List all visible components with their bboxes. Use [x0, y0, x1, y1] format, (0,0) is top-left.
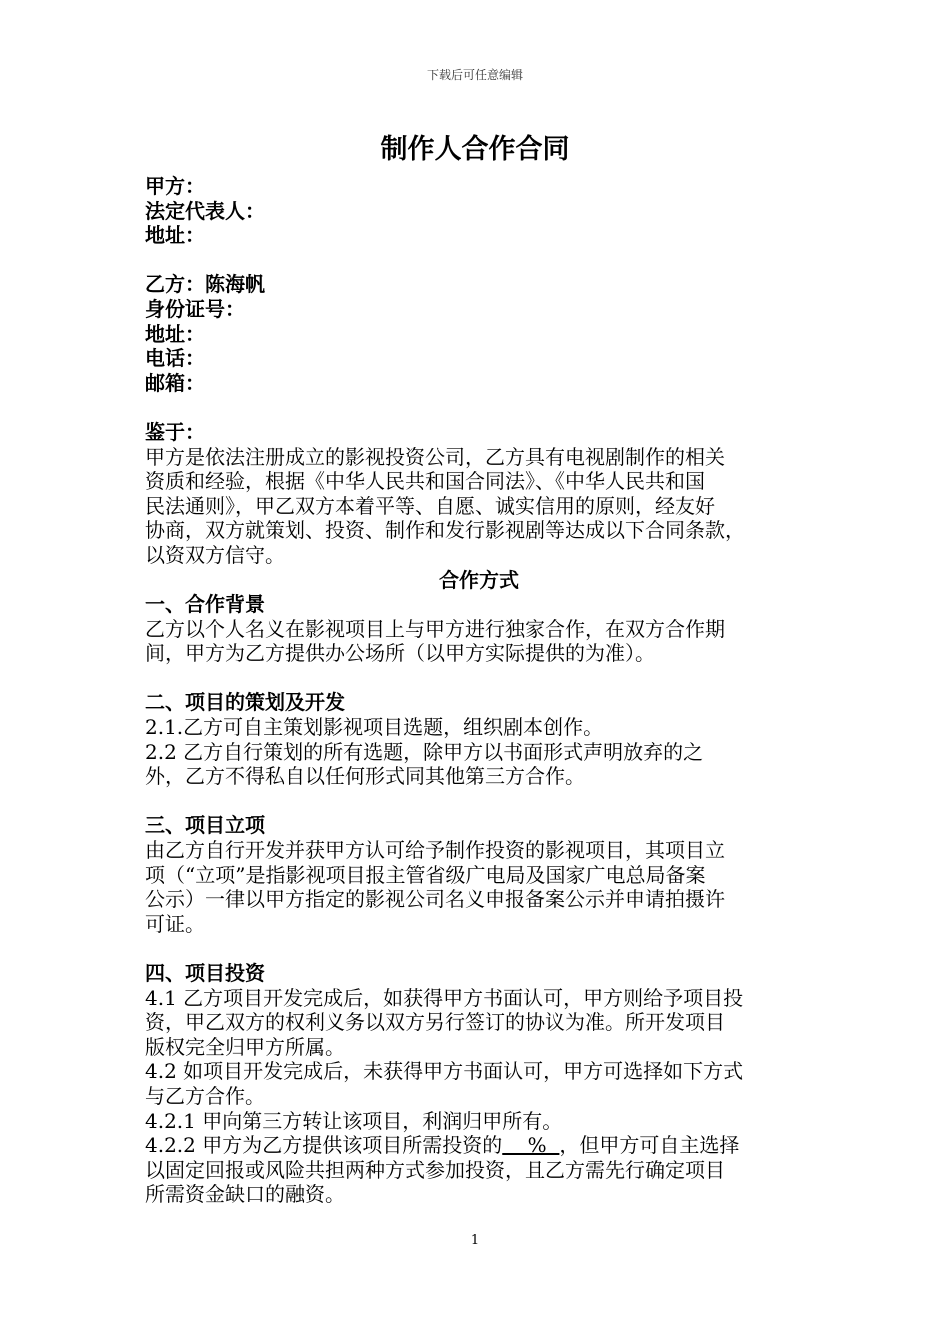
cooperation-heading: 合作方式: [439, 567, 519, 592]
section-4-line: 4.2.1 甲向第三方转让该项目，利润归甲所有。: [145, 1108, 563, 1133]
spacer: [145, 395, 813, 420]
whereas-heading: 鉴于：: [145, 419, 205, 444]
party-b-phone-label: 电话：: [145, 346, 205, 371]
party-b-name: 乙方：陈海帆: [145, 272, 265, 297]
whereas-line: 以资双方信守。: [145, 542, 285, 567]
party-b-address-label: 地址：: [145, 321, 205, 346]
section-2-line: 2.2 乙方自行策划的所有选题，除甲方以书面形式声明放弃的之: [145, 739, 704, 764]
party-b-email-label: 邮箱：: [145, 370, 205, 395]
clause-4-2-2-suffix: ，但甲方可自主选择: [559, 1133, 740, 1158]
percentage-blank: %: [502, 1133, 560, 1158]
party-a-address-label: 地址：: [145, 223, 205, 248]
document-body: [145, 174, 813, 1207]
whereas-line: 民法通则》，甲乙双方本着平等、自愿、诚实信用的原则，经友好: [145, 493, 715, 518]
spacer: [145, 789, 813, 814]
section-4-line: 4.2 如项目开发完成后，未获得甲方书面认可，甲方可选择如下方式: [145, 1059, 744, 1084]
section-4-line: 4.1 乙方项目开发完成后，如获得甲方书面认可，甲方则给予项目投: [145, 985, 744, 1010]
section-3-line: 由乙方自行开发并获甲方认可给予制作投资的影视项目，其项目立: [145, 838, 725, 863]
section-1-line: 间，甲方为乙方提供办公场所（以甲方实际提供的为准）。: [145, 641, 655, 666]
section-1-line: 乙方以个人名义在影视项目上与甲方进行独家合作，在双方合作期: [145, 616, 725, 641]
clause-4-2-2: [145, 1133, 813, 1158]
section-4-line: 以固定回报或风险共担两种方式参加投资，且乙方需先行确定项目: [145, 1157, 725, 1182]
section-3-line: 项（“立项”是指影视项目报主管省级广电局及国家广电总局备案: [145, 862, 706, 887]
spacer: [145, 936, 813, 961]
section-3-line: 可证。: [145, 911, 205, 936]
document-title: 制作人合作合同: [380, 134, 570, 165]
section-2-line: 2.1.乙方可自主策划影视项目选题，组织剧本创作。: [145, 715, 604, 740]
section-4-line: 版权完全归甲方所属。: [145, 1034, 345, 1059]
section-3-line: 公示）一律以甲方指定的影视公司名义申报备案公示并申请拍摄许: [145, 887, 725, 912]
section-4-line: 所需资金缺口的融资。: [145, 1182, 345, 1207]
whereas-line: 甲方是依法注册成立的影视投资公司，乙方具有电视剧制作的相关: [145, 444, 725, 469]
party-b-id-label: 身份证号：: [145, 296, 245, 321]
section-4-line: 与乙方合作。: [145, 1083, 265, 1108]
whereas-line: 协商，双方就策划、投资、制作和发行影视剧等达成以下合同条款，: [145, 518, 745, 543]
section-4-line: 资，甲乙双方的权利义务以双方另行签订的协议为准。所开发项目: [145, 1010, 725, 1035]
section-2-line: 外，乙方不得私自以任何形式同其他第三方合作。: [145, 764, 585, 789]
page-header-note: 下载后可任意编辑: [426, 68, 523, 82]
spacer: [145, 666, 813, 691]
spacer: [145, 248, 813, 273]
party-a-name-label: 甲方：: [145, 174, 205, 198]
section-1-heading: 一、合作背景: [145, 592, 265, 617]
clause-4-2-2-prefix: 4.2.2 甲方为乙方提供该项目所需投资的: [145, 1133, 503, 1158]
party-a-rep-label: 法定代表人：: [145, 198, 265, 223]
section-4-heading: 四、项目投资: [145, 961, 265, 985]
section-2-heading: 二、项目的策划及开发: [145, 690, 345, 715]
page-number: 1: [470, 1233, 480, 1248]
whereas-line: 资质和经验，根据《中华人民共和国合同法》、《中华人民共和国: [145, 469, 705, 494]
section-3-heading: 三、项目立项: [145, 813, 265, 838]
